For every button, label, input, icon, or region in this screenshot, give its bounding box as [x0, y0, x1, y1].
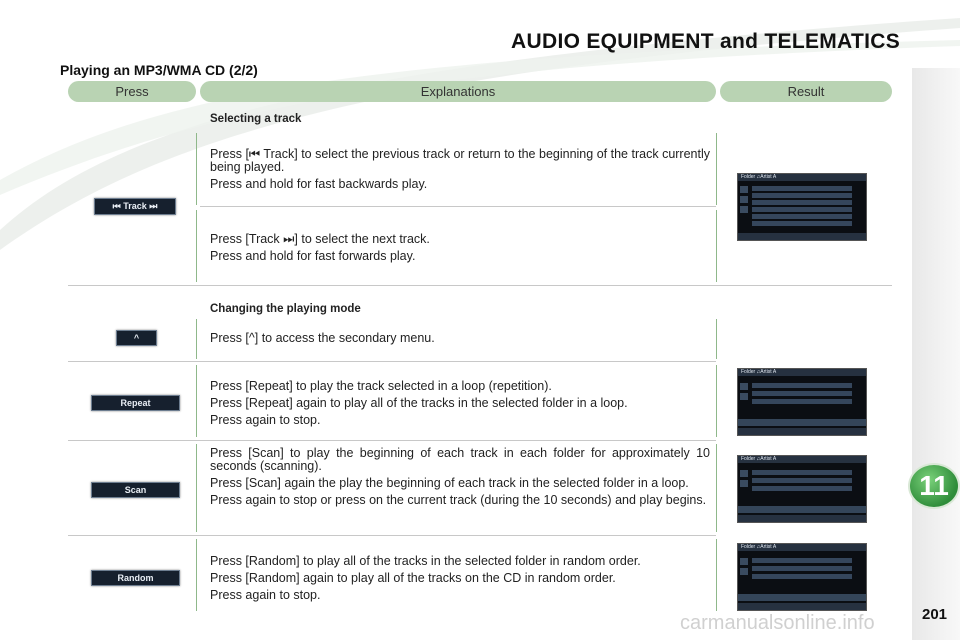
separator	[68, 361, 716, 362]
track-next-text	[210, 233, 710, 263]
scan-line2: Press [Scan] again the play the beginning of each track in the selected folder in a loop.	[210, 476, 689, 490]
separator	[196, 539, 197, 611]
result-screen-repeat: Folder ♫Artist A	[737, 368, 867, 436]
random-line2: Press [Random] again to play all of the tracks on the CD in random order.	[210, 571, 616, 585]
track-prev-text	[210, 148, 710, 191]
mode-heading: Changing the playing mode	[210, 303, 361, 315]
result-screen-track: Folder ♫Artist A	[737, 173, 867, 241]
separator	[196, 365, 197, 437]
separator	[68, 535, 716, 536]
random-line1: Press [Random] to play all of the tracks in the selected folder in random order.	[210, 554, 641, 568]
track-button[interactable]: ⏮ Track ⏭	[94, 198, 176, 215]
separator	[200, 206, 716, 207]
section-title: Playing an MP3/WMA CD (2/2)	[60, 62, 258, 78]
repeat-line1: Press [Repeat] to play the track selected in a loop (repetition).	[210, 379, 552, 393]
track-next-line2: Press and hold for fast forwards play.	[210, 249, 416, 263]
watermark: carmanualsonline.info	[680, 612, 875, 634]
column-header-explanations: Explanations	[200, 81, 716, 102]
column-header-press: Press	[68, 81, 196, 102]
scan-text	[210, 447, 710, 507]
track-heading: Selecting a track	[210, 113, 302, 125]
track-prev-line1: Press [⏮ Track] to select the previous track or return to the beginning of the track currently being played.	[210, 147, 710, 174]
scan-line3: Press again to stop or press on the current track (during the 10 seconds) and play begins.	[210, 493, 707, 507]
separator	[716, 133, 717, 205]
random-button[interactable]: Random	[91, 570, 180, 586]
separator	[716, 365, 717, 437]
separator	[716, 539, 717, 611]
repeat-line3: Press again to stop.	[210, 413, 321, 427]
secondary-menu-button[interactable]: ^	[116, 330, 157, 346]
result-screen-random: Folder ♫Artist A	[737, 543, 867, 611]
chapter-badge: 11	[908, 463, 960, 509]
repeat-button[interactable]: Repeat	[91, 395, 180, 411]
separator	[196, 133, 197, 205]
repeat-line2: Press [Repeat] again to play all of the tracks in the selected folder in a loop.	[210, 396, 628, 410]
right-margin-rail	[912, 68, 960, 640]
separator	[68, 285, 892, 286]
result-screen-scan: Folder ♫Artist A	[737, 455, 867, 523]
menu-text: Press [^] to access the secondary menu.	[210, 331, 435, 345]
column-header-result: Result	[720, 81, 892, 102]
track-prev-line2: Press and hold for fast backwards play.	[210, 177, 428, 191]
page-number: 201	[922, 606, 948, 623]
separator	[196, 319, 197, 359]
separator	[716, 210, 717, 282]
separator	[716, 444, 717, 532]
scan-line1: Press [Scan] to play the beginning of each track in each folder for approximately 10 seconds (scanning).	[210, 446, 710, 473]
random-text	[210, 555, 710, 602]
separator	[68, 440, 716, 441]
repeat-text	[210, 380, 710, 427]
separator	[196, 210, 197, 282]
scan-button[interactable]: Scan	[91, 482, 180, 498]
random-line3: Press again to stop.	[210, 588, 321, 602]
separator	[196, 444, 197, 532]
separator	[716, 319, 717, 359]
track-next-line1: Press [Track ⏭] to select the next track.	[210, 232, 430, 246]
page-header-title: AUDIO EQUIPMENT and TELEMATICS	[511, 30, 900, 53]
